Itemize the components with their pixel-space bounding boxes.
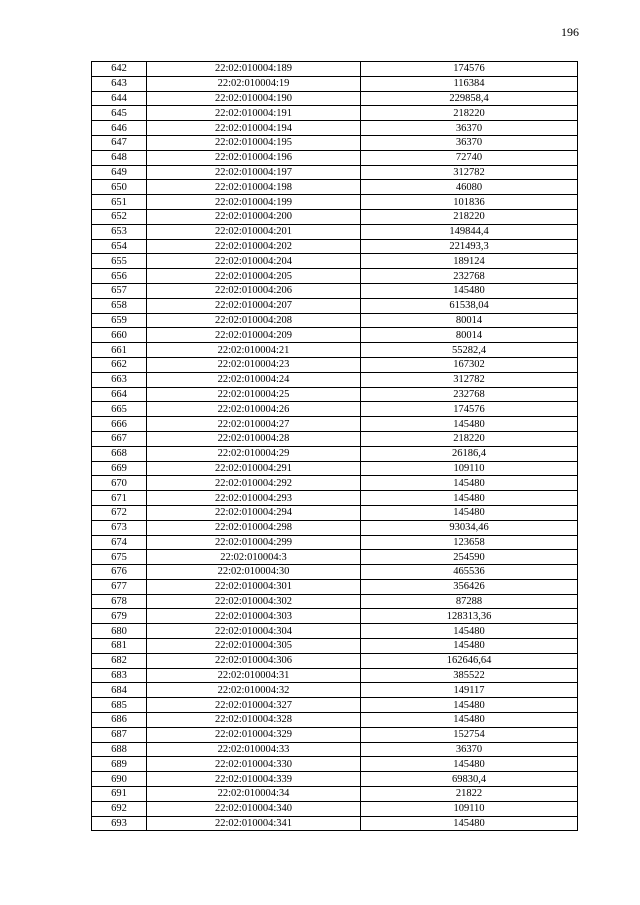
cadastral-value-cell: 149844,4	[361, 224, 578, 239]
cadastral-value-cell: 174576	[361, 62, 578, 77]
table-row	[92, 639, 578, 654]
cadastral-number-cell: 22:02:010004:339	[147, 772, 361, 787]
cadastral-value-cell: 229858,4	[361, 91, 578, 106]
table-row	[92, 431, 578, 446]
cadastral-value-cell: 46080	[361, 180, 578, 195]
table-row	[92, 402, 578, 417]
row-number-cell: 668	[92, 446, 147, 461]
cadastral-value-cell: 149117	[361, 683, 578, 698]
table-row	[92, 224, 578, 239]
cadastral-value-cell: 218220	[361, 209, 578, 224]
cadastral-value-cell: 26186,4	[361, 446, 578, 461]
table-body	[92, 62, 578, 831]
cadastral-number-cell: 22:02:010004:294	[147, 505, 361, 520]
cadastral-value-cell: 145480	[361, 491, 578, 506]
row-number-cell: 689	[92, 757, 147, 772]
table-row	[92, 609, 578, 624]
table-row	[92, 91, 578, 106]
cadastral-number-cell: 22:02:010004:301	[147, 579, 361, 594]
row-number-cell: 680	[92, 624, 147, 639]
table-row	[92, 76, 578, 91]
cadastral-value-cell: 55282,4	[361, 343, 578, 358]
table-row	[92, 357, 578, 372]
table-row	[92, 757, 578, 772]
table-row	[92, 787, 578, 802]
cadastral-value-cell: 21822	[361, 787, 578, 802]
cadastral-number-cell: 22:02:010004:206	[147, 283, 361, 298]
table-row	[92, 816, 578, 831]
row-number-cell: 643	[92, 76, 147, 91]
cadastral-value-cell: 80014	[361, 328, 578, 343]
row-number-cell: 688	[92, 742, 147, 757]
row-number-cell: 686	[92, 713, 147, 728]
table-row	[92, 195, 578, 210]
row-number-cell: 649	[92, 165, 147, 180]
cadastral-value-cell: 232768	[361, 387, 578, 402]
table-row	[92, 742, 578, 757]
cadastral-number-cell: 22:02:010004:33	[147, 742, 361, 757]
row-number-cell: 657	[92, 283, 147, 298]
row-number-cell: 658	[92, 298, 147, 313]
row-number-cell: 654	[92, 239, 147, 254]
row-number-cell: 685	[92, 698, 147, 713]
row-number-cell: 656	[92, 269, 147, 284]
row-number-cell: 648	[92, 150, 147, 165]
cadastral-value-cell: 189124	[361, 254, 578, 269]
cadastral-number-cell: 22:02:010004:327	[147, 698, 361, 713]
cadastral-number-cell: 22:02:010004:291	[147, 461, 361, 476]
table-row	[92, 520, 578, 535]
cadastral-number-cell: 22:02:010004:329	[147, 727, 361, 742]
table-row	[92, 313, 578, 328]
table-row	[92, 505, 578, 520]
row-number-cell: 672	[92, 505, 147, 520]
row-number-cell: 653	[92, 224, 147, 239]
table-row	[92, 476, 578, 491]
row-number-cell: 647	[92, 135, 147, 150]
row-number-cell: 684	[92, 683, 147, 698]
cadastral-number-cell: 22:02:010004:27	[147, 417, 361, 432]
table-row	[92, 387, 578, 402]
cadastral-value-cell: 36370	[361, 135, 578, 150]
cadastral-number-cell: 22:02:010004:31	[147, 668, 361, 683]
cadastral-value-cell: 145480	[361, 417, 578, 432]
row-number-cell: 675	[92, 550, 147, 565]
row-number-cell: 659	[92, 313, 147, 328]
page-number: 196	[561, 25, 579, 39]
cadastral-number-cell: 22:02:010004:198	[147, 180, 361, 195]
table-row	[92, 683, 578, 698]
cadastral-value-cell: 101836	[361, 195, 578, 210]
cadastral-number-cell: 22:02:010004:197	[147, 165, 361, 180]
table-row	[92, 698, 578, 713]
table-row	[92, 713, 578, 728]
cadastral-number-cell: 22:02:010004:303	[147, 609, 361, 624]
table-row	[92, 727, 578, 742]
table-row	[92, 653, 578, 668]
table-row	[92, 135, 578, 150]
cadastral-number-cell: 22:02:010004:328	[147, 713, 361, 728]
row-number-cell: 652	[92, 209, 147, 224]
cadastral-value-cell: 72740	[361, 150, 578, 165]
cadastral-value-cell: 465536	[361, 565, 578, 580]
cadastral-value-cell: 152754	[361, 727, 578, 742]
table-row	[92, 209, 578, 224]
row-number-cell: 683	[92, 668, 147, 683]
cadastral-number-cell: 22:02:010004:298	[147, 520, 361, 535]
row-number-cell: 687	[92, 727, 147, 742]
cadastral-number-cell: 22:02:010004:208	[147, 313, 361, 328]
cadastral-value-cell: 93034,46	[361, 520, 578, 535]
cadastral-value-cell: 145480	[361, 639, 578, 654]
cadastral-number-cell: 22:02:010004:191	[147, 106, 361, 121]
row-number-cell: 642	[92, 62, 147, 77]
cadastral-number-cell: 22:02:010004:25	[147, 387, 361, 402]
cadastral-value-cell: 123658	[361, 535, 578, 550]
cadastral-number-cell: 22:02:010004:209	[147, 328, 361, 343]
cadastral-value-cell: 145480	[361, 713, 578, 728]
table-row	[92, 372, 578, 387]
row-number-cell: 644	[92, 91, 147, 106]
cadastral-value-cell: 174576	[361, 402, 578, 417]
cadastral-number-cell: 22:02:010004:196	[147, 150, 361, 165]
table-row	[92, 461, 578, 476]
cadastral-value-cell: 356426	[361, 579, 578, 594]
cadastral-value-cell: 109110	[361, 801, 578, 816]
cadastral-value-cell: 145480	[361, 283, 578, 298]
cadastral-value-cell: 109110	[361, 461, 578, 476]
row-number-cell: 692	[92, 801, 147, 816]
row-number-cell: 655	[92, 254, 147, 269]
row-number-cell: 646	[92, 121, 147, 136]
cadastral-value-cell: 145480	[361, 505, 578, 520]
cadastral-number-cell: 22:02:010004:202	[147, 239, 361, 254]
cadastral-number-cell: 22:02:010004:207	[147, 298, 361, 313]
row-number-cell: 667	[92, 431, 147, 446]
table-row	[92, 624, 578, 639]
table-row	[92, 417, 578, 432]
row-number-cell: 664	[92, 387, 147, 402]
row-number-cell: 651	[92, 195, 147, 210]
cadastral-value-cell: 36370	[361, 742, 578, 757]
cadastral-value-cell: 218220	[361, 431, 578, 446]
cadastral-number-cell: 22:02:010004:21	[147, 343, 361, 358]
cadastral-value-cell: 80014	[361, 313, 578, 328]
cadastral-value-cell: 167302	[361, 357, 578, 372]
table-row	[92, 491, 578, 506]
row-number-cell: 663	[92, 372, 147, 387]
row-number-cell: 645	[92, 106, 147, 121]
cadastral-number-cell: 22:02:010004:189	[147, 62, 361, 77]
row-number-cell: 660	[92, 328, 147, 343]
cadastral-value-cell: 221493,3	[361, 239, 578, 254]
cadastral-number-cell: 22:02:010004:26	[147, 402, 361, 417]
row-number-cell: 661	[92, 343, 147, 358]
table-row	[92, 121, 578, 136]
row-number-cell: 669	[92, 461, 147, 476]
cadastral-number-cell: 22:02:010004:292	[147, 476, 361, 491]
row-number-cell: 673	[92, 520, 147, 535]
table-row	[92, 328, 578, 343]
table-row	[92, 565, 578, 580]
row-number-cell: 693	[92, 816, 147, 831]
row-number-cell: 650	[92, 180, 147, 195]
cadastral-number-cell: 22:02:010004:190	[147, 91, 361, 106]
cadastral-value-table	[91, 61, 578, 831]
row-number-cell: 679	[92, 609, 147, 624]
cadastral-value-cell: 145480	[361, 698, 578, 713]
cadastral-number-cell: 22:02:010004:302	[147, 594, 361, 609]
cadastral-number-cell: 22:02:010004:32	[147, 683, 361, 698]
table-row	[92, 579, 578, 594]
row-number-cell: 676	[92, 565, 147, 580]
table-row	[92, 550, 578, 565]
table-row	[92, 343, 578, 358]
table-row	[92, 165, 578, 180]
cadastral-value-cell: 128313,36	[361, 609, 578, 624]
row-number-cell: 674	[92, 535, 147, 550]
table-row	[92, 594, 578, 609]
cadastral-number-cell: 22:02:010004:195	[147, 135, 361, 150]
row-number-cell: 682	[92, 653, 147, 668]
table-row	[92, 62, 578, 77]
cadastral-number-cell: 22:02:010004:19	[147, 76, 361, 91]
cadastral-value-cell: 145480	[361, 757, 578, 772]
cadastral-value-cell: 36370	[361, 121, 578, 136]
table-row	[92, 535, 578, 550]
cadastral-number-cell: 22:02:010004:205	[147, 269, 361, 284]
cadastral-value-cell: 312782	[361, 372, 578, 387]
row-number-cell: 662	[92, 357, 147, 372]
table-row	[92, 254, 578, 269]
cadastral-value-cell: 145480	[361, 624, 578, 639]
row-number-cell: 690	[92, 772, 147, 787]
cadastral-number-cell: 22:02:010004:23	[147, 357, 361, 372]
cadastral-number-cell: 22:02:010004:199	[147, 195, 361, 210]
row-number-cell: 671	[92, 491, 147, 506]
cadastral-value-cell: 232768	[361, 269, 578, 284]
table-row	[92, 269, 578, 284]
cadastral-number-cell: 22:02:010004:28	[147, 431, 361, 446]
cadastral-number-cell: 22:02:010004:24	[147, 372, 361, 387]
cadastral-number-cell: 22:02:010004:306	[147, 653, 361, 668]
cadastral-number-cell: 22:02:010004:200	[147, 209, 361, 224]
cadastral-value-cell: 87288	[361, 594, 578, 609]
cadastral-value-cell: 145480	[361, 816, 578, 831]
row-number-cell: 665	[92, 402, 147, 417]
row-number-cell: 677	[92, 579, 147, 594]
cadastral-number-cell: 22:02:010004:304	[147, 624, 361, 639]
table-row	[92, 180, 578, 195]
row-number-cell: 691	[92, 787, 147, 802]
cadastral-value-cell: 254590	[361, 550, 578, 565]
row-number-cell: 666	[92, 417, 147, 432]
cadastral-number-cell: 22:02:010004:341	[147, 816, 361, 831]
cadastral-number-cell: 22:02:010004:3	[147, 550, 361, 565]
cadastral-number-cell: 22:02:010004:305	[147, 639, 361, 654]
cadastral-value-cell: 218220	[361, 106, 578, 121]
cadastral-number-cell: 22:02:010004:30	[147, 565, 361, 580]
cadastral-number-cell: 22:02:010004:293	[147, 491, 361, 506]
cadastral-number-cell: 22:02:010004:330	[147, 757, 361, 772]
cadastral-value-cell: 312782	[361, 165, 578, 180]
cadastral-number-cell: 22:02:010004:194	[147, 121, 361, 136]
cadastral-value-cell: 69830,4	[361, 772, 578, 787]
cadastral-number-cell: 22:02:010004:34	[147, 787, 361, 802]
table-row	[92, 446, 578, 461]
table-row	[92, 239, 578, 254]
row-number-cell: 681	[92, 639, 147, 654]
cadastral-number-cell: 22:02:010004:299	[147, 535, 361, 550]
table-row	[92, 150, 578, 165]
cadastral-number-cell: 22:02:010004:340	[147, 801, 361, 816]
table-row	[92, 283, 578, 298]
table-row	[92, 801, 578, 816]
cadastral-value-cell: 61538,04	[361, 298, 578, 313]
cadastral-number-cell: 22:02:010004:204	[147, 254, 361, 269]
table-row	[92, 106, 578, 121]
table-row	[92, 298, 578, 313]
table-row	[92, 772, 578, 787]
cadastral-value-cell: 116384	[361, 76, 578, 91]
cadastral-value-cell: 162646,64	[361, 653, 578, 668]
cadastral-number-cell: 22:02:010004:201	[147, 224, 361, 239]
cadastral-number-cell: 22:02:010004:29	[147, 446, 361, 461]
row-number-cell: 678	[92, 594, 147, 609]
row-number-cell: 670	[92, 476, 147, 491]
table-row	[92, 668, 578, 683]
cadastral-value-cell: 385522	[361, 668, 578, 683]
cadastral-value-cell: 145480	[361, 476, 578, 491]
